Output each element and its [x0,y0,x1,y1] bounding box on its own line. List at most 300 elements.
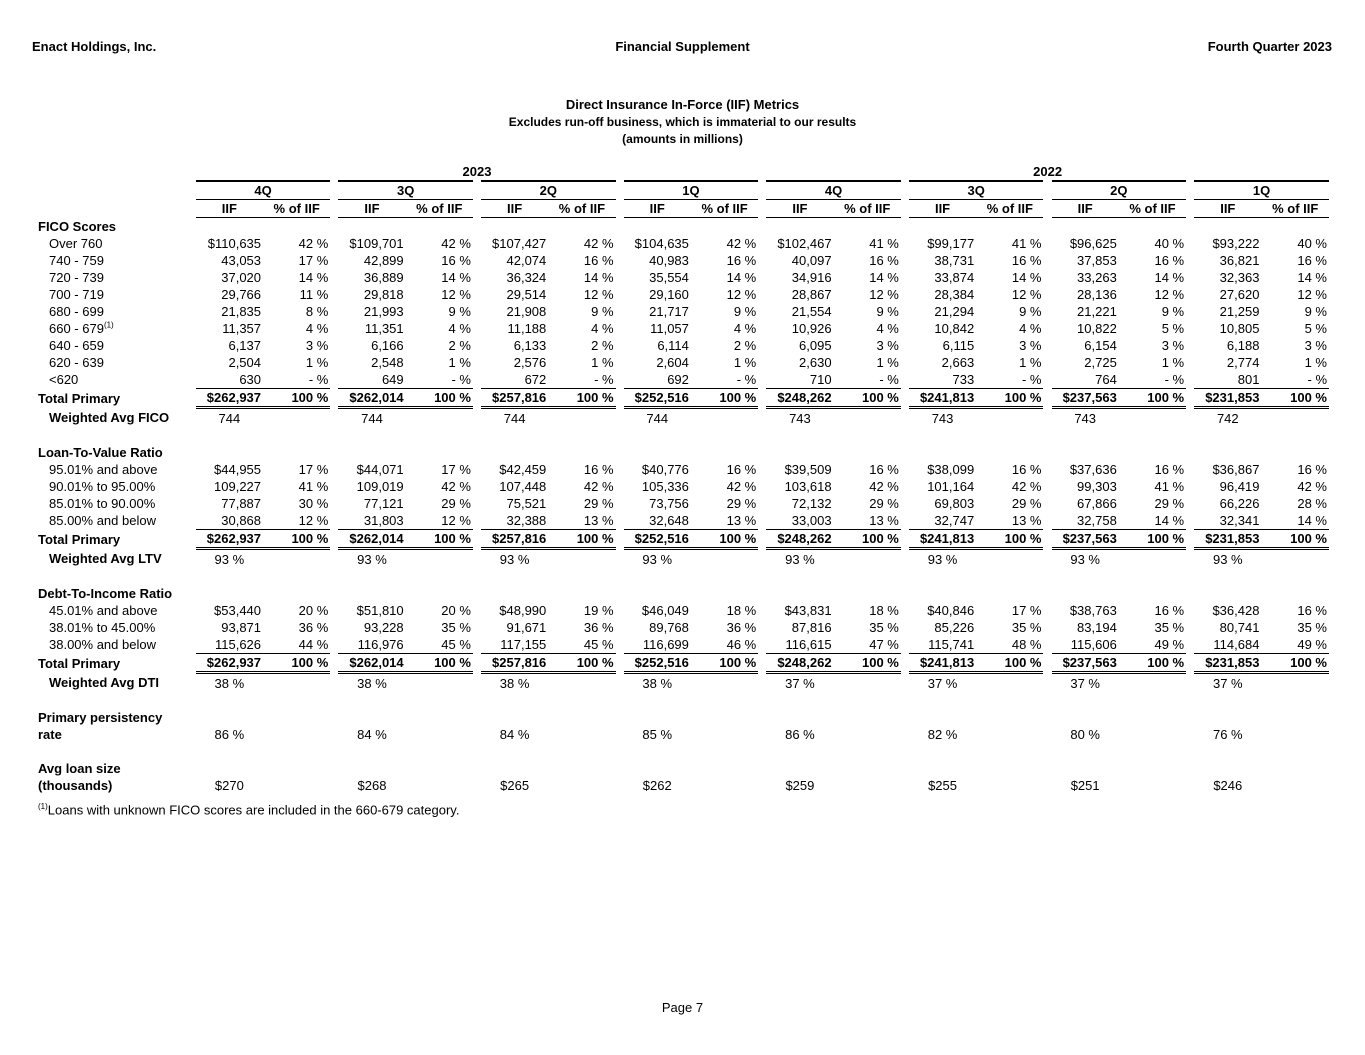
row-label-text: 660 - 679 [49,321,104,336]
gap-cell [1043,181,1051,200]
gap-cell [473,549,481,569]
table-row [38,636,1329,654]
pct-value: 13 % [869,513,899,528]
pct-value: 42 % [441,479,471,494]
gap-cell [616,636,624,654]
gap-cell [473,303,481,320]
pct-value: 35 % [1154,620,1185,635]
gap-cell [473,636,481,654]
row-label-text: 680 - 699 [49,304,104,319]
gap-cell [616,549,624,569]
gap-cell [473,235,481,252]
gap-cell [616,673,624,693]
document-title: Financial Supplement [615,39,750,54]
total-pct-value: 100 % [976,654,1043,673]
iif-value: 31,803 [363,513,404,528]
row-label-text: 720 - 739 [49,270,104,285]
gap-cell [616,389,624,408]
total-pct-value: 100 % [1261,654,1329,673]
pct-value: 4 % [448,321,471,336]
year-header-2022: 2022 [1033,164,1063,179]
total-pct-value: 100 % [691,389,758,408]
gap-cell [901,549,909,569]
gap-cell [901,495,909,512]
total-iif-value: $257,816 [481,654,548,673]
weighted-average-value: 93 % [214,551,245,567]
gap-cell [1043,303,1051,320]
persistency-value: 86 % [214,727,245,742]
pct-value: - % [1307,372,1327,387]
iif-value: 91,671 [506,620,547,635]
gap-cell [1186,371,1194,389]
fico-section-label: FICO Scores [38,219,117,234]
weighted-average-value: 744 [503,410,526,426]
pct-value: - % [879,372,899,387]
empty-cell [1119,549,1186,569]
table-row [38,602,1329,619]
row-label-text: 95.01% and above [49,462,158,477]
pct-value: 1 % [876,355,899,370]
iif-column-header: IIF [766,200,833,218]
pct-value: 5 % [1304,321,1327,336]
pct-value: 9 % [1304,304,1327,319]
gap-cell [473,200,481,218]
gap-cell [901,181,909,200]
iif-value: 67,866 [1077,496,1117,511]
gap-cell [330,461,338,478]
quarter-header: 3Q [338,181,473,200]
weighted-average-value: 93 % [1070,551,1100,567]
weighted-average-value: 38 % [357,675,387,691]
pct-value: 2 % [591,338,614,353]
total-pct-value: 100 % [406,389,473,408]
iif-value: 33,003 [791,513,832,528]
pct-value: 9 % [876,304,899,319]
gap-cell [1043,371,1051,389]
table-row [38,320,1329,337]
weighted-average-value: 38 % [214,675,245,691]
pct-value: 16 % [1297,253,1327,268]
loan-size-value: $246 [1213,778,1243,793]
iif-value: $38,763 [1069,603,1117,618]
iif-value: 801 [1237,372,1260,387]
gap-cell [758,320,766,337]
weighted-average-value: 744 [646,410,669,426]
gap-cell [901,269,909,286]
iif-value: $37,636 [1069,462,1117,477]
pct-value: 16 % [1297,603,1327,618]
gap-cell [473,777,481,794]
empty-cell [1261,777,1329,794]
iif-value: 103,618 [784,479,832,494]
gap-cell [758,654,766,673]
row-label-text: 740 - 759 [49,253,104,268]
spacer-cell [38,427,1329,444]
row-label [38,337,196,354]
pct-value: 18 % [726,603,757,618]
persistency-value: 85 % [642,727,673,742]
persistency-label-line1: Primary persistency [38,710,163,725]
pct-value: 17 % [298,462,329,477]
loan-size-value: $259 [785,778,815,793]
gap-cell [330,235,338,252]
total-pct-value: 100 % [263,530,330,549]
footnote-reference: (1) [103,320,114,330]
gap-cell [473,286,481,303]
gap-cell [616,777,624,794]
pct-value: 42 % [441,236,471,251]
table-row [38,354,1329,371]
row-label [38,512,196,530]
gap-cell [758,636,766,654]
empty-cell [263,408,330,428]
gap-cell [473,371,481,389]
pct-value: 29 % [869,496,899,511]
total-iif-value: $241,813 [909,389,976,408]
total-row [38,389,1329,408]
gap-cell [616,654,624,673]
total-pct-value: 100 % [1261,530,1329,549]
iif-value: 29,160 [649,287,689,302]
total-pct-value: 100 % [691,530,758,549]
pct-value: 3 % [1161,338,1185,353]
empty-cell [1119,673,1186,693]
gap-cell [758,602,766,619]
empty-cell [406,673,473,693]
quarter-header: 2Q [481,181,616,200]
weighted-average-value: 93 % [927,551,958,567]
weighted-average-label: Weighted Avg DTI [49,674,160,690]
gap-cell [330,530,338,549]
gap-cell [1186,726,1194,743]
iif-value: $36,867 [1212,462,1260,477]
weighted-average-value: 37 % [1212,675,1243,691]
iif-value: 43,053 [221,253,262,268]
iif-value: $48,990 [499,603,547,618]
iif-value: 36,889 [363,270,404,285]
pct-value: - % [451,372,471,387]
pct-value: 18 % [869,603,899,618]
iif-value: 649 [381,372,404,387]
persistency-value: 86 % [785,727,815,742]
quarter-header: 1Q [624,181,759,200]
gap-cell [1043,408,1051,428]
report-subtitle: Excludes run-off business, which is immaterial to our results [508,115,857,129]
gap-cell [758,726,766,743]
pct-value: 29 % [441,496,471,511]
pct-value: 35 % [869,620,899,635]
pct-value: 41 % [298,479,329,494]
gap-cell [616,530,624,549]
pct-value: 20 % [441,603,471,618]
footnote-marker: (1) [38,802,48,811]
pct-value: 14 % [726,270,757,285]
gap-cell [1043,337,1051,354]
pct-value: 16 % [869,253,899,268]
pct-value: 4 % [305,321,329,336]
total-row [38,654,1329,673]
gap-cell [1043,530,1051,549]
gap-cell [330,549,338,569]
gap-cell [330,654,338,673]
iif-value: 99,303 [1077,479,1117,494]
gap-cell [1186,777,1194,794]
gap-cell [1186,252,1194,269]
gap-cell [1186,200,1194,218]
empty-cell [1119,777,1186,794]
gap-cell [616,461,624,478]
table-row [38,512,1329,530]
iif-value: 105,336 [641,479,689,494]
total-pct-value: 100 % [548,654,615,673]
pct-column-header: % of IIF [691,200,758,218]
row-label-text: 45.01% and above [49,603,158,618]
pct-value: 42 % [583,236,614,251]
gap-cell [758,303,766,320]
iif-value: 21,221 [1077,304,1117,319]
iif-value: 116,976 [357,637,404,652]
pct-value: 1 % [305,355,329,370]
empty-cell [691,549,758,569]
empty-cell [1119,726,1186,743]
empty-cell [691,673,758,693]
loan-size-value: $265 [500,778,530,793]
iif-value: 96,419 [1219,479,1260,494]
pct-value: 30 % [298,496,329,511]
iif-value: 2,774 [1226,355,1260,370]
empty-cell [263,777,330,794]
iif-value: 115,626 [214,637,262,652]
gap-cell [1043,636,1051,654]
loan-size-label-row [38,760,1329,777]
spacer-row [38,743,1329,760]
spacer-cell [38,743,1329,760]
gap-cell [1043,235,1051,252]
iif-value: 692 [667,372,689,387]
gap-cell [901,602,909,619]
gap-cell [473,461,481,478]
pct-value: 2 % [448,338,471,353]
iif-value: 27,620 [1219,287,1260,302]
total-iif-value: $252,516 [624,389,691,408]
iif-value: $51,810 [356,603,404,618]
gap-cell [758,252,766,269]
iif-value: 34,916 [791,270,832,285]
gap-cell [758,530,766,549]
pct-column-header: % of IIF [1261,200,1329,218]
weighted-average-label: Weighted Avg LTV [49,550,162,566]
persistency-value: 76 % [1212,727,1243,742]
empty-cell [548,408,615,428]
iif-value: 66,226 [1219,496,1260,511]
empty-cell [1261,726,1329,743]
empty-cell [834,726,901,743]
total-iif-value: $252,516 [624,654,691,673]
total-pct-value: 100 % [1119,654,1186,673]
weighted-average-value: 93 % [785,551,815,567]
iif-column-header: IIF [196,200,263,218]
pct-value: 35 % [1297,620,1327,635]
iif-value: 36,324 [506,270,547,285]
gap-cell [616,726,624,743]
gap-cell [616,303,624,320]
iif-value: 6,114 [657,338,689,353]
gap-cell [330,478,338,495]
iif-value: 42,074 [506,253,547,268]
table-row [38,252,1329,269]
gap-cell [330,200,338,218]
iif-value: 11,188 [507,321,547,336]
section-row [38,218,1329,236]
total-pct-value: 100 % [1261,389,1329,408]
total-iif-value: $262,937 [196,389,263,408]
pct-value: 44 % [298,637,329,652]
pct-value: 8 % [305,304,329,319]
total-iif-value: $248,262 [766,530,833,549]
weighted-average-value: 743 [789,410,811,426]
gap-cell [330,726,338,743]
gap-cell [1043,354,1051,371]
gap-cell [901,461,909,478]
iif-value: 32,388 [506,513,547,528]
pct-value: 41 % [869,236,899,251]
iif-value: 93,228 [363,620,404,635]
corner-cell [38,181,196,200]
iif-value: $99,177 [927,236,975,251]
gap-cell [901,673,909,693]
row-label [38,303,196,320]
iif-value: 77,121 [363,496,404,511]
pct-value: 4 % [1019,321,1042,336]
gap-cell [1043,478,1051,495]
reporting-period: Fourth Quarter 2023 [1207,39,1332,54]
pct-value: 5 % [1161,321,1185,336]
gap-cell [473,478,481,495]
gap-cell [901,530,909,549]
gap-cell [330,269,338,286]
iif-value: 42,899 [363,253,404,268]
spacer-cell [38,568,1329,585]
iif-value: 28,384 [934,287,975,302]
corner-cell [38,200,196,218]
iif-value: $107,427 [492,236,547,251]
iif-value: 21,908 [506,304,547,319]
gap-cell [1186,354,1194,371]
pct-column-header: % of IIF [263,200,330,218]
gap-cell [473,726,481,743]
iif-value: 11,351 [364,321,404,336]
gap-cell [616,235,624,252]
gap-cell [901,408,909,428]
gap-cell [758,549,766,569]
weighted-average-value: 37 % [785,675,815,691]
gap-cell [901,320,909,337]
pct-value: 4 % [876,321,899,336]
iif-value: 75,521 [506,496,547,511]
iif-value: 32,341 [1219,513,1260,528]
gap-cell [473,619,481,636]
iif-value: $46,049 [641,603,689,618]
loan-size-label-line1: Avg loan size [38,761,121,776]
gap-cell [1186,389,1194,408]
iif-value: 21,294 [934,304,975,319]
iif-value: 28,136 [1077,287,1117,302]
gap-cell [758,269,766,286]
gap-cell [1043,654,1051,673]
pct-value: 4 % [591,321,614,336]
total-pct-value: 100 % [548,389,615,408]
pct-value: 1 % [1304,355,1327,370]
pct-value: 17 % [298,253,329,268]
iif-value: 72,132 [791,496,832,511]
row-label [38,478,196,495]
total-row [38,530,1329,549]
iif-value: 116,699 [642,637,689,652]
iif-value: 672 [524,372,547,387]
total-iif-value: $262,014 [338,654,405,673]
total-iif-value: $248,262 [766,654,833,673]
row-label-text: 85.01% to 90.00% [49,496,156,511]
gap-cell [330,252,338,269]
gap-cell [330,337,338,354]
gap-cell [901,654,909,673]
gap-cell [1186,269,1194,286]
gap-cell [473,495,481,512]
row-label [38,354,196,371]
weighted-average-value: 38 % [499,675,530,691]
total-pct-value: 100 % [834,389,901,408]
table-row [38,235,1329,252]
iif-value: 630 [239,372,262,387]
iif-value: 32,747 [934,513,975,528]
empty-cell [834,408,901,428]
gap-cell [330,512,338,530]
pct-value: 16 % [1297,462,1327,477]
pct-value: 12 % [869,287,899,302]
pct-value: 14 % [869,270,899,285]
iif-value: $102,467 [777,236,832,251]
iif-value: $104,635 [634,236,689,251]
pct-value: 16 % [583,462,614,477]
gap-cell [330,303,338,320]
pct-column-header: % of IIF [548,200,615,218]
gap-cell [473,320,481,337]
iif-value: 33,263 [1077,270,1117,285]
iif-value: 2,548 [371,355,404,370]
gap-cell [901,619,909,636]
empty-cell [834,673,901,693]
total-iif-value: $252,516 [624,530,691,549]
gap-cell [901,389,909,408]
row-label [38,371,196,389]
pct-value: 12 % [1011,287,1042,302]
total-pct-value: 100 % [976,530,1043,549]
iif-value: 6,188 [1226,338,1260,353]
empty-cell [548,549,615,569]
total-iif-value: $262,937 [196,530,263,549]
total-pct-value: 100 % [691,654,758,673]
iif-value: 89,768 [649,620,689,635]
gap-cell [758,512,766,530]
weighted-average-value: 744 [218,410,241,426]
iif-value: 36,821 [1219,253,1260,268]
iif-value: 87,816 [791,620,832,635]
iif-value: 109,019 [356,479,404,494]
gap-cell [1186,549,1194,569]
gap-cell [330,320,338,337]
pct-value: 16 % [726,253,757,268]
pct-value: 42 % [298,236,329,251]
